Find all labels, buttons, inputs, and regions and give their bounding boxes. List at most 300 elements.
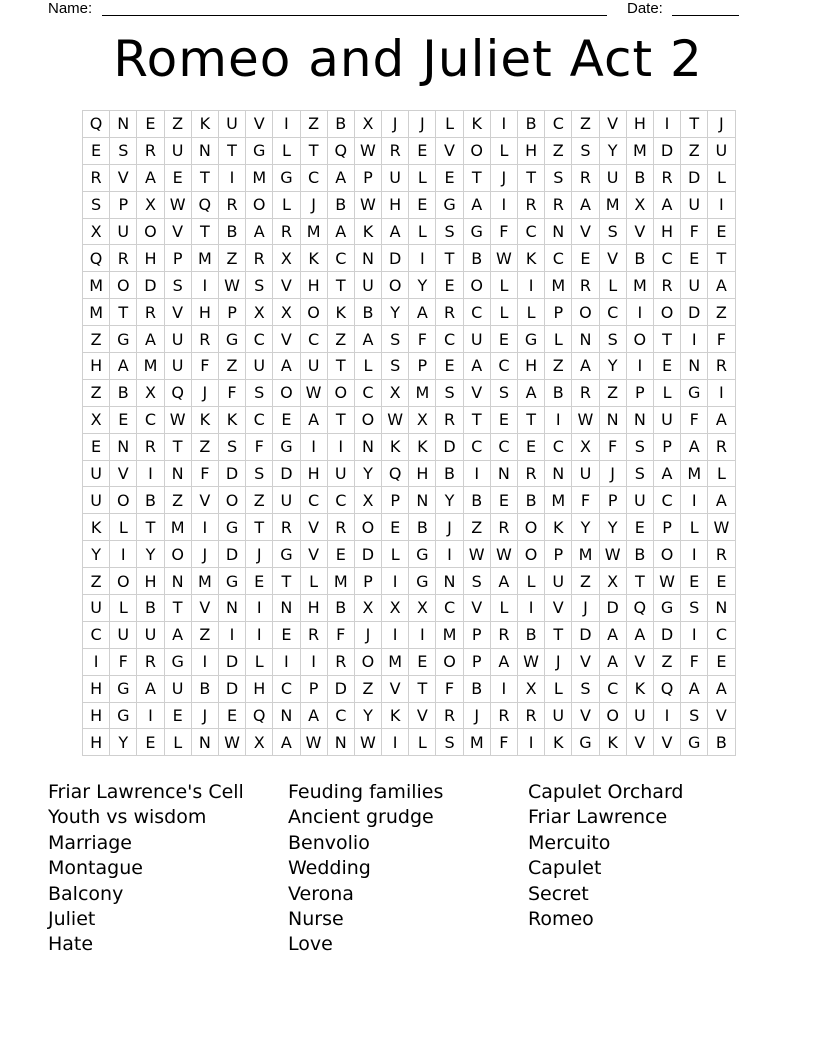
grid-row: [83, 326, 736, 353]
grid-cell: Y: [354, 702, 381, 729]
grid-cell: F: [218, 379, 245, 406]
grid-cell: V: [572, 218, 599, 245]
header-line: [48, 0, 748, 20]
grid-cell: F: [681, 406, 708, 433]
grid-cell: V: [436, 137, 463, 164]
grid-cell: A: [382, 218, 409, 245]
grid-cell: O: [164, 541, 191, 568]
grid-cell: U: [599, 164, 626, 191]
grid-cell: A: [463, 353, 490, 380]
grid-row: [83, 487, 736, 514]
grid-row: [83, 433, 736, 460]
grid-cell: A: [354, 326, 381, 353]
grid-cell: R: [545, 191, 572, 218]
grid-cell: Y: [382, 299, 409, 326]
grid-cell: I: [218, 621, 245, 648]
grid-cell: L: [708, 164, 735, 191]
grid-cell: A: [327, 164, 354, 191]
grid-cell: O: [463, 272, 490, 299]
grid-cell: N: [110, 433, 137, 460]
grid-cell: S: [246, 460, 273, 487]
word-list-item: Benvolio: [288, 831, 370, 854]
grid-cell: N: [545, 460, 572, 487]
grid-cell: E: [572, 245, 599, 272]
grid-cell: R: [436, 299, 463, 326]
grid-cell: S: [626, 433, 653, 460]
grid-cell: J: [191, 702, 218, 729]
grid-cell: P: [599, 487, 626, 514]
grid-cell: V: [273, 326, 300, 353]
date-label: Date:: [627, 0, 663, 17]
grid-cell: H: [83, 675, 110, 702]
grid-cell: B: [626, 541, 653, 568]
grid-cell: G: [110, 702, 137, 729]
word-list-item: Montague: [48, 857, 143, 880]
grid-cell: H: [300, 595, 327, 622]
grid-cell: W: [164, 406, 191, 433]
grid-cell: L: [273, 137, 300, 164]
grid-cell: Z: [191, 433, 218, 460]
grid-cell: J: [191, 541, 218, 568]
grid-cell: K: [300, 245, 327, 272]
grid-cell: K: [382, 433, 409, 460]
grid-cell: W: [300, 729, 327, 756]
grid-cell: F: [572, 487, 599, 514]
grid-cell: F: [191, 460, 218, 487]
grid-cell: L: [382, 541, 409, 568]
grid-row: [83, 729, 736, 756]
grid-cell: I: [409, 621, 436, 648]
grid-cell: G: [164, 648, 191, 675]
grid-cell: J: [436, 514, 463, 541]
grid-cell: R: [246, 245, 273, 272]
grid-cell: R: [572, 164, 599, 191]
grid-cell: H: [518, 137, 545, 164]
grid-cell: X: [354, 595, 381, 622]
grid-cell: P: [626, 379, 653, 406]
grid-cell: T: [518, 164, 545, 191]
grid-cell: Y: [354, 460, 381, 487]
grid-cell: I: [518, 729, 545, 756]
grid-cell: I: [83, 648, 110, 675]
grid-cell: H: [191, 299, 218, 326]
grid-cell: W: [218, 272, 245, 299]
grid-cell: V: [599, 245, 626, 272]
grid-cell: N: [164, 460, 191, 487]
grid-cell: W: [300, 379, 327, 406]
grid-cell: I: [191, 514, 218, 541]
grid-cell: G: [110, 675, 137, 702]
grid-cell: Z: [83, 326, 110, 353]
grid-cell: J: [191, 379, 218, 406]
grid-cell: X: [273, 299, 300, 326]
grid-cell: D: [436, 433, 463, 460]
grid-cell: X: [518, 675, 545, 702]
grid-cell: V: [463, 595, 490, 622]
word-list-item: Love: [288, 933, 333, 956]
grid-cell: C: [354, 379, 381, 406]
grid-cell: W: [164, 191, 191, 218]
grid-cell: O: [110, 568, 137, 595]
grid-cell: T: [626, 568, 653, 595]
grid-cell: I: [490, 675, 517, 702]
grid-cell: R: [137, 433, 164, 460]
grid-cell: R: [518, 460, 545, 487]
grid-cell: L: [246, 648, 273, 675]
grid-cell: I: [246, 621, 273, 648]
grid-cell: I: [545, 406, 572, 433]
grid-cell: G: [436, 191, 463, 218]
grid-cell: E: [327, 541, 354, 568]
grid-cell: V: [246, 111, 273, 138]
grid-cell: B: [626, 245, 653, 272]
grid-cell: C: [653, 487, 680, 514]
grid-cell: C: [83, 621, 110, 648]
grid-cell: R: [436, 702, 463, 729]
grid-cell: T: [191, 164, 218, 191]
grid-cell: U: [327, 460, 354, 487]
grid-cell: W: [572, 406, 599, 433]
grid-cell: X: [83, 218, 110, 245]
grid-cell: S: [436, 218, 463, 245]
grid-cell: I: [490, 191, 517, 218]
word-list-item: Balcony: [48, 882, 124, 905]
grid-cell: W: [518, 648, 545, 675]
grid-cell: B: [191, 675, 218, 702]
grid-cell: H: [653, 218, 680, 245]
grid-cell: M: [572, 541, 599, 568]
grid-cell: K: [545, 514, 572, 541]
grid-cell: E: [273, 621, 300, 648]
grid-cell: N: [490, 460, 517, 487]
grid-cell: O: [653, 299, 680, 326]
grid-cell: V: [463, 379, 490, 406]
grid-cell: U: [137, 621, 164, 648]
grid-cell: E: [137, 111, 164, 138]
grid-cell: C: [137, 406, 164, 433]
grid-cell: L: [518, 568, 545, 595]
grid-cell: U: [110, 621, 137, 648]
grid-cell: O: [110, 487, 137, 514]
word-list-column: [528, 780, 684, 932]
grid-cell: S: [110, 137, 137, 164]
grid-cell: U: [545, 568, 572, 595]
grid-cell: L: [518, 299, 545, 326]
grid-cell: E: [653, 353, 680, 380]
grid-cell: F: [681, 648, 708, 675]
grid-cell: R: [653, 272, 680, 299]
grid-cell: B: [626, 164, 653, 191]
grid-cell: E: [708, 648, 735, 675]
grid-cell: Y: [110, 729, 137, 756]
grid-cell: I: [626, 353, 653, 380]
grid-cell: T: [518, 406, 545, 433]
grid-cell: I: [518, 272, 545, 299]
grid-cell: F: [409, 326, 436, 353]
grid-cell: T: [463, 406, 490, 433]
grid-cell: T: [653, 326, 680, 353]
grid-cell: W: [653, 568, 680, 595]
grid-cell: S: [382, 326, 409, 353]
grid-cell: B: [218, 218, 245, 245]
grid-cell: Q: [164, 379, 191, 406]
grid-cell: V: [409, 702, 436, 729]
grid-cell: Y: [599, 353, 626, 380]
grid-cell: N: [354, 245, 381, 272]
grid-cell: N: [327, 729, 354, 756]
grid-cell: P: [545, 299, 572, 326]
grid-cell: I: [436, 541, 463, 568]
grid-cell: L: [409, 164, 436, 191]
grid-cell: L: [545, 675, 572, 702]
grid-cell: V: [708, 702, 735, 729]
grid-cell: F: [490, 729, 517, 756]
grid-cell: B: [327, 595, 354, 622]
grid-cell: M: [164, 514, 191, 541]
grid-cell: T: [273, 568, 300, 595]
grid-cell: R: [137, 648, 164, 675]
grid-cell: E: [681, 568, 708, 595]
grid-cell: K: [409, 433, 436, 460]
grid-cell: T: [409, 675, 436, 702]
grid-cell: D: [137, 272, 164, 299]
grid-cell: A: [164, 621, 191, 648]
grid-cell: Q: [626, 595, 653, 622]
grid-cell: R: [327, 514, 354, 541]
grid-cell: S: [572, 137, 599, 164]
grid-cell: F: [191, 353, 218, 380]
grid-cell: R: [490, 621, 517, 648]
grid-cell: U: [382, 164, 409, 191]
grid-cell: R: [518, 191, 545, 218]
grid-cell: U: [653, 406, 680, 433]
grid-cell: H: [83, 729, 110, 756]
grid-cell: W: [354, 729, 381, 756]
grid-cell: C: [545, 245, 572, 272]
grid-cell: U: [83, 595, 110, 622]
grid-cell: R: [137, 137, 164, 164]
grid-cell: S: [218, 433, 245, 460]
grid-cell: S: [681, 595, 708, 622]
grid-cell: E: [490, 326, 517, 353]
page-title: Romeo and Juliet Act 2: [113, 30, 703, 88]
grid-cell: B: [708, 729, 735, 756]
grid-cell: F: [246, 433, 273, 460]
grid-cell: K: [626, 675, 653, 702]
grid-cell: I: [681, 326, 708, 353]
grid-cell: L: [300, 568, 327, 595]
grid-cell: I: [382, 621, 409, 648]
grid-cell: I: [137, 702, 164, 729]
grid-row: [83, 245, 736, 272]
grid-cell: L: [164, 729, 191, 756]
grid-cell: J: [708, 111, 735, 138]
grid-cell: T: [327, 272, 354, 299]
grid-cell: T: [327, 406, 354, 433]
grid-cell: S: [599, 326, 626, 353]
grid-cell: K: [518, 245, 545, 272]
grid-cell: D: [572, 621, 599, 648]
grid-cell: A: [409, 299, 436, 326]
grid-cell: I: [191, 272, 218, 299]
grid-cell: X: [382, 379, 409, 406]
word-list-item: Friar Lawrence's Cell: [48, 781, 244, 803]
grid-cell: B: [436, 460, 463, 487]
grid-cell: A: [137, 164, 164, 191]
grid-cell: Q: [191, 191, 218, 218]
grid-cell: U: [164, 353, 191, 380]
grid-cell: U: [164, 137, 191, 164]
grid-cell: L: [681, 514, 708, 541]
grid-cell: E: [436, 272, 463, 299]
name-blank-line: [102, 15, 607, 16]
grid-cell: I: [653, 702, 680, 729]
grid-cell: T: [300, 137, 327, 164]
grid-cell: R: [300, 621, 327, 648]
grid-cell: X: [354, 487, 381, 514]
grid-cell: R: [572, 379, 599, 406]
grid-cell: O: [273, 379, 300, 406]
grid-cell: B: [463, 245, 490, 272]
grid-cell: C: [599, 299, 626, 326]
grid-cell: G: [681, 729, 708, 756]
grid-cell: U: [273, 487, 300, 514]
grid-cell: E: [490, 487, 517, 514]
grid-cell: R: [382, 137, 409, 164]
grid-cell: Z: [463, 514, 490, 541]
grid-cell: V: [273, 272, 300, 299]
grid-cell: R: [110, 245, 137, 272]
grid-cell: X: [599, 568, 626, 595]
grid-cell: I: [273, 111, 300, 138]
grid-cell: S: [436, 379, 463, 406]
grid-cell: W: [354, 137, 381, 164]
grid-cell: A: [327, 218, 354, 245]
grid-cell: U: [572, 460, 599, 487]
grid-cell: D: [599, 595, 626, 622]
grid-cell: L: [490, 137, 517, 164]
grid-cell: K: [545, 729, 572, 756]
grid-cell: I: [626, 299, 653, 326]
grid-cell: G: [218, 326, 245, 353]
grid-cell: Z: [572, 111, 599, 138]
grid-cell: L: [110, 595, 137, 622]
grid-cell: Z: [708, 299, 735, 326]
grid-row: [83, 568, 736, 595]
grid-cell: R: [490, 702, 517, 729]
grid-cell: J: [354, 621, 381, 648]
grid-cell: L: [599, 272, 626, 299]
grid-cell: A: [708, 272, 735, 299]
grid-cell: H: [137, 568, 164, 595]
grid-cell: A: [572, 191, 599, 218]
grid-cell: L: [545, 326, 572, 353]
grid-cell: S: [246, 272, 273, 299]
grid-cell: A: [653, 191, 680, 218]
grid-cell: K: [191, 111, 218, 138]
grid-cell: U: [300, 353, 327, 380]
grid-cell: M: [681, 460, 708, 487]
grid-cell: U: [110, 218, 137, 245]
grid-cell: U: [218, 111, 245, 138]
grid-cell: B: [545, 379, 572, 406]
grid-cell: O: [137, 218, 164, 245]
grid-cell: P: [463, 621, 490, 648]
grid-cell: Y: [599, 514, 626, 541]
grid-cell: B: [137, 487, 164, 514]
grid-row: [83, 218, 736, 245]
grid-cell: A: [708, 675, 735, 702]
grid-cell: B: [409, 514, 436, 541]
grid-cell: I: [191, 648, 218, 675]
grid-cell: E: [409, 137, 436, 164]
grid-cell: D: [382, 245, 409, 272]
grid-cell: I: [273, 648, 300, 675]
grid-cell: N: [273, 702, 300, 729]
grid-cell: D: [218, 675, 245, 702]
grid-cell: S: [246, 379, 273, 406]
grid-cell: U: [708, 137, 735, 164]
grid-cell: O: [218, 487, 245, 514]
grid-cell: Q: [653, 675, 680, 702]
grid-cell: B: [518, 621, 545, 648]
grid-cell: A: [273, 353, 300, 380]
grid-cell: K: [218, 406, 245, 433]
grid-cell: L: [436, 111, 463, 138]
grid-cell: N: [191, 137, 218, 164]
grid-cell: G: [273, 164, 300, 191]
grid-row: [83, 272, 736, 299]
grid-cell: T: [327, 353, 354, 380]
grid-cell: G: [653, 595, 680, 622]
grid-cell: O: [572, 299, 599, 326]
grid-cell: T: [463, 164, 490, 191]
grid-cell: I: [708, 379, 735, 406]
grid-cell: L: [354, 353, 381, 380]
grid-cell: E: [490, 406, 517, 433]
grid-cell: G: [572, 729, 599, 756]
grid-cell: R: [518, 702, 545, 729]
grid-cell: D: [653, 621, 680, 648]
grid-cell: M: [463, 729, 490, 756]
grid-cell: F: [110, 648, 137, 675]
grid-cell: X: [354, 111, 381, 138]
grid-cell: Z: [354, 675, 381, 702]
grid-cell: B: [463, 675, 490, 702]
grid-cell: N: [191, 729, 218, 756]
grid-cell: I: [681, 621, 708, 648]
grid-cell: N: [436, 568, 463, 595]
grid-cell: C: [273, 675, 300, 702]
grid-cell: A: [300, 702, 327, 729]
grid-cell: M: [545, 487, 572, 514]
grid-cell: C: [300, 164, 327, 191]
grid-cell: M: [83, 272, 110, 299]
grid-cell: J: [409, 111, 436, 138]
grid-cell: X: [137, 191, 164, 218]
grid-cell: U: [463, 326, 490, 353]
grid-cell: T: [246, 514, 273, 541]
grid-cell: H: [246, 675, 273, 702]
grid-cell: P: [653, 433, 680, 460]
grid-cell: O: [300, 299, 327, 326]
grid-cell: W: [708, 514, 735, 541]
grid-cell: I: [300, 648, 327, 675]
grid-cell: O: [382, 272, 409, 299]
grid-cell: A: [653, 460, 680, 487]
grid-cell: V: [164, 299, 191, 326]
grid-cell: H: [626, 111, 653, 138]
